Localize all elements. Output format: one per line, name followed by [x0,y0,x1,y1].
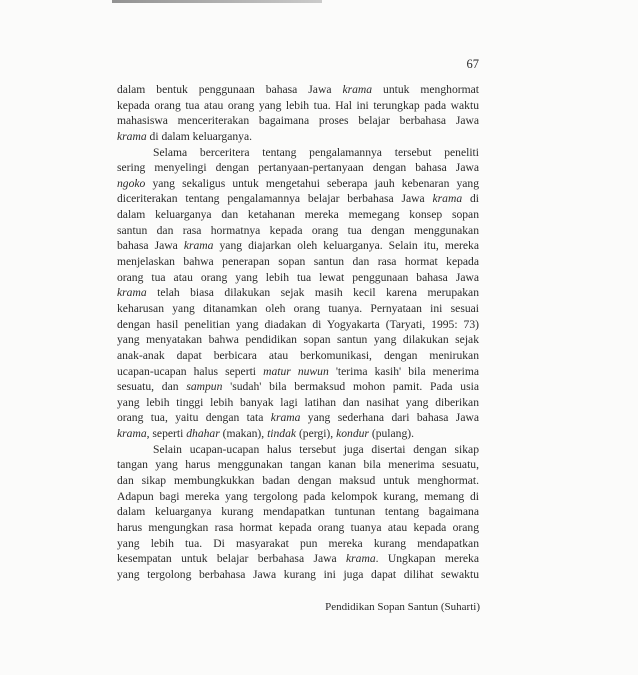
text-line: orang tua atau orang yang lebih tua lewat penggunaan bahasa Jawa [117,270,479,284]
text-line: anak-anak dapat berbicara atau berkomunikasi, dengan menirukan [117,348,479,362]
text-line: yang tergolong berbahasa Jawa kurang ini juga dapat dilihat sewaktu [117,567,479,581]
text-line: sering menyelingi dengan pertanyaan-pertanyaan dengan bahasa Jawa [117,161,479,175]
text-line: harus mengungkan rasa hormat kepada orang tuanya atau kepada orang [117,520,479,534]
text-line: dalam keluarganya kurang mendapatkan tuntunan tentang bagaimana [117,505,479,519]
scan-edge-mark [112,0,322,3]
text-line: krama telah biasa dilakukan sejak masih kecil karena merupakan [117,286,479,300]
text-line: tangan yang harus menggunakan tangan kanan bila menerima sesuatu, [117,458,479,472]
text-line: kesempatan untuk belajar berbahasa Jawa krama. Ungkapan mereka [117,552,480,566]
text-line: krama di dalam keluarganya. [117,129,253,143]
text-line: keharusan yang ditanamkan oleh orang tuanya. Pernyataan ini sesuai [117,301,479,315]
text-line: menjelaskan bahwa penerapan sopan santun dan rasa hormat kepada [117,255,479,269]
text-line: mahasiswa menceriterakan bagaimana proses belajar berbahasa Jawa [117,114,479,128]
text-line: dalam bentuk penggunaan bahasa Jawa krama untuk menghormat [117,83,479,96]
text-line: yang lebih tinggi lebih banyak lagi latihan dan nasihat yang diberikan [117,395,479,409]
text-line: krama, seperti dhahar (makan), tindak (pergi), kondur (pulang). [117,427,415,441]
text-line: ngoko yang sekaligus untuk mengetahui seberapa jauh kebenaran yang [117,176,479,190]
text-line: dengan hasil penelitian yang diadakan di Yogyakarta (Taryati, 1995: 73) [117,317,479,331]
text-line: Adapun bagi mereka yang tergolong pada kelompok kurang, memang di [117,489,479,503]
text-line: yang lebih tua. Di masyarakat pun mereka kurang mendapatkan [117,536,479,550]
text-line: dalam keluarganya dan ketahanan mereka memegang konsep sopan [117,208,479,222]
text-line: yang menyatakan bahwa pendidikan sopan santun yang dilakukan sejak [117,333,479,347]
page-number: 67 [466,57,479,71]
text-line: diceriterakan tentang pengalamannya belajar berbahasa Jawa krama di [117,192,479,206]
text-line: santun dan rasa hormatnya kepada orang tua dengan menggunakan [117,223,479,237]
text-line: kepada orang tua atau orang yang lebih tua. Hal ini terungkap pada waktu [117,98,479,112]
text-line: bahasa Jawa krama yang diajarkan oleh keluarganya. Selain itu, mereka [117,239,479,253]
text-line: dan sikap membungkukkan badan dengan maksud untuk menghormat. [117,474,479,488]
running-footer: Pendidikan Sopan Santun (Suharti) [325,601,480,613]
text-line: orang tua, yaitu dengan tata krama yang sederhana dari bahasa Jawa [117,411,479,425]
body-text [117,82,479,583]
text-line: sesuatu, dan sampun 'sudah' bila bermaksud mohon pamit. Pada usia [117,380,479,394]
text-line: Selain ucapan-ucapan halus tersebut juga disertai dengan sikap [153,442,479,456]
text-line: Selama berceritera tentang pengalamannya tersebut peneliti [153,145,479,159]
text-line: ucapan-ucapan halus seperti matur nuwun 'terima kasih' bila menerima [117,364,479,378]
